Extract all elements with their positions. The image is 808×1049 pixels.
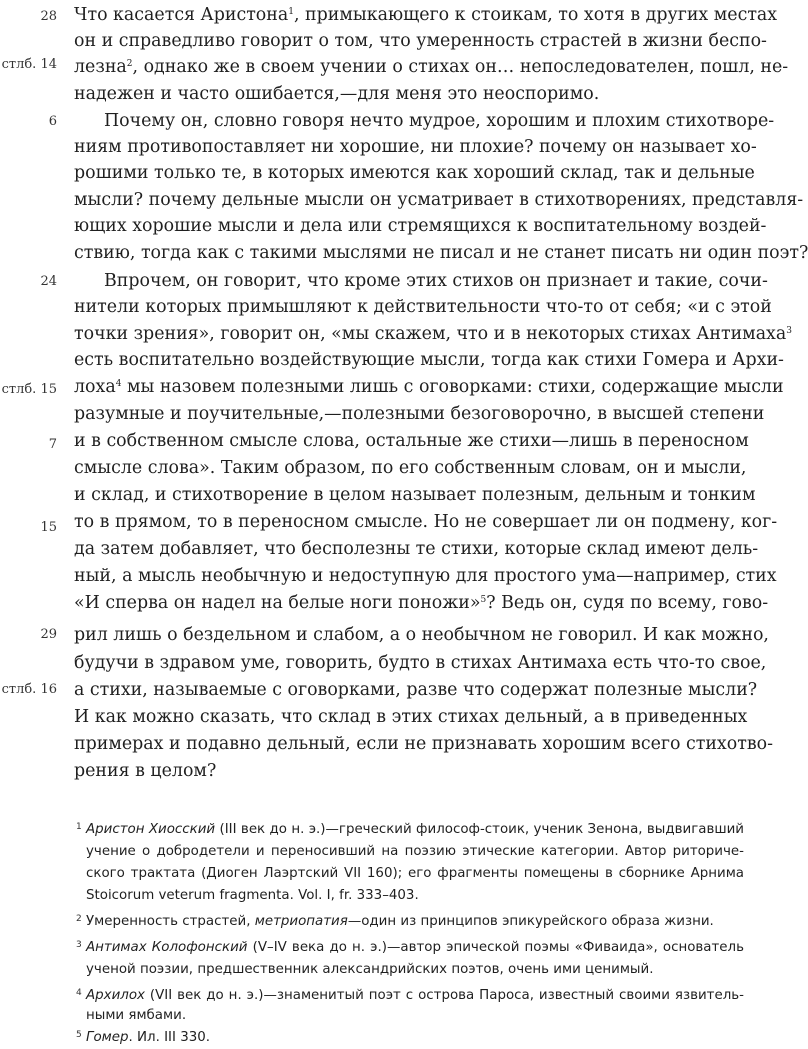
footnote-line: Stoicorum veterum fragmenta. Vol. I, fr. 333–403. [86, 888, 419, 903]
footnote-line: ученой поэзии, предшественник александрийских поэтов, очень ими ценимый. [86, 962, 654, 977]
text-line: ниям противопоставляет ни хорошие, ни плохие? почему он называет хо- [74, 137, 757, 157]
footnote-number: 3 [76, 940, 82, 950]
footnote-ref[interactable]: 5 [480, 595, 487, 605]
footnote-number: 2 [76, 914, 82, 924]
text-line: будучи в здравом уме, говорить, будто в стихах Антимаха есть что-то свое, [74, 653, 767, 673]
margin-column-ref: стлб. 15 [1, 382, 57, 397]
text-line: лоха$^4$ мы назовем полезными лишь с оговорками: стихи, содержащие мысли [74, 377, 784, 397]
text-line: разумные и поучительные,—полезными безоговорочно, в высшей степени [74, 404, 765, 424]
text-line: Что касается Аристона$^1$, примыкающего к стоикам, то хотя в других местах [74, 5, 778, 25]
text-line: ствию, тогда как с такими мыслями не писал и не станет писать ни один поэт? [74, 243, 808, 263]
margin-line-number: 24 [40, 274, 57, 289]
footnote-line: Гомер. Ил. III 330. [86, 1030, 211, 1045]
footnote-number: 1 [76, 822, 82, 832]
text-line: он и справедливо говорит о том, что умеренность страстей в жизни беспо- [74, 31, 767, 51]
footnote-number: 4 [76, 988, 82, 998]
text-line: рения в целом? [74, 761, 217, 781]
text-line: примерах и подавно дельный, если не признавать хорошим всего стихотво- [74, 734, 773, 754]
text-line: точки зрения», говорит он, «мы скажем, что и в некоторых стихах Антимаха$^3$ [74, 324, 792, 344]
footnote-number: 5 [76, 1030, 82, 1040]
footnote-ref[interactable]: 4 [115, 379, 122, 389]
text-line: Впрочем, он говорит, что кроме этих стихов он признает и такие, сочи- [104, 271, 768, 291]
margin-column-ref: стлб. 16 [1, 682, 57, 697]
text-line: есть воспитательно воздействующие мысли, тогда как стихи Гомера и Архи- [74, 350, 784, 370]
text-line: мысли? почему дельные мысли он усматривает в стихотворениях, представля- [74, 190, 804, 210]
text-line: и в собственном смысле слова, остальные же стихи—лишь в переносном [74, 431, 749, 451]
margin-line-number: 15 [40, 520, 57, 535]
text-line: И как можно сказать, что склад в этих стихах дельный, а в приведенных [74, 707, 748, 727]
footnote-line: Аристон Хиосский (III век до н. э.)—греческий философ-стоик, ученик Зенона, выдвигавший [86, 822, 744, 837]
text-line: рил лишь о бездельном и слабом, а о необычном не говорил. И как можно, [74, 625, 769, 645]
text-line: Почему он, словно говоря нечто мудрое, хорошим и плохим стихотворе- [104, 111, 775, 131]
text-line: ющих хорошие мысли и дела или стремящихся к воспитательному воздей- [74, 216, 767, 236]
margin-line-number: 7 [48, 437, 57, 452]
margin-line-number: 28 [40, 9, 57, 24]
margin-column-ref: стлб. 14 [1, 57, 57, 72]
footnote-line: ского трактата (Диоген Лаэртский VII 160); его фрагменты помещены в сборнике Арнима [86, 866, 744, 881]
footnote-ref[interactable]: 1 [288, 7, 294, 17]
text-line: смысле слова». Таким образом, по его собственным словам, он и мысли, [74, 458, 747, 478]
text-line: надежен и часто ошибается,—для меня это неоспоримо. [74, 84, 600, 104]
footnote-ref[interactable]: 2 [126, 59, 133, 69]
text-line: да затем добавляет, что бесполезны те стихи, которые склад имеют дель- [74, 539, 759, 559]
footnote-line: Антимах Колофонский (V–IV века до н. э.)—автор эпической поэмы «Фиваида», основатель [86, 940, 744, 955]
footnote-line: Архилох (VII век до н. э.)—знаменитый поэт с острова Пароса, известный своими язвитель- [86, 988, 744, 1003]
footnote-line: Умеренность страстей, метриопатия—один из принципов эпикурейского образа жизни. [86, 914, 714, 929]
text-line: и склад, и стихотворение в целом называет полезным, дельным и тонким [74, 485, 756, 505]
text-line: рошими только те, в которых имеются как хороший склад, так и дельные [74, 163, 755, 183]
text-line: нители которых примышляют к действительности что-то от себя; «и с этой [74, 297, 772, 317]
text-line: лезна$^2$, однако же в своем учении о стихах он… непоследователен, пошл, не- [74, 57, 789, 77]
margin-line-number: 29 [40, 627, 57, 642]
text-line: а стихи, называемые с оговорками, разве что содержат полезные мысли? [74, 680, 758, 700]
text-line: то в прямом, то в переносном смысле. Но не совершает ли он подмену, ког- [74, 512, 778, 532]
footnote-ref[interactable]: 3 [786, 326, 792, 336]
text-line: «И сперва он надел на белые ноги поножи»$^5$? Ведь он, судя по всему, гово- [74, 593, 769, 613]
margin-line-number: 6 [48, 114, 57, 129]
footnote-line: ными ямбами. [86, 1008, 187, 1023]
footnote-line: учение о добродетели и переносивший на поэзию этические категории. Автор риториче- [86, 844, 744, 859]
text-line: ный, а мысль необычную и недоступную для простого ума—например, стих [74, 566, 777, 586]
